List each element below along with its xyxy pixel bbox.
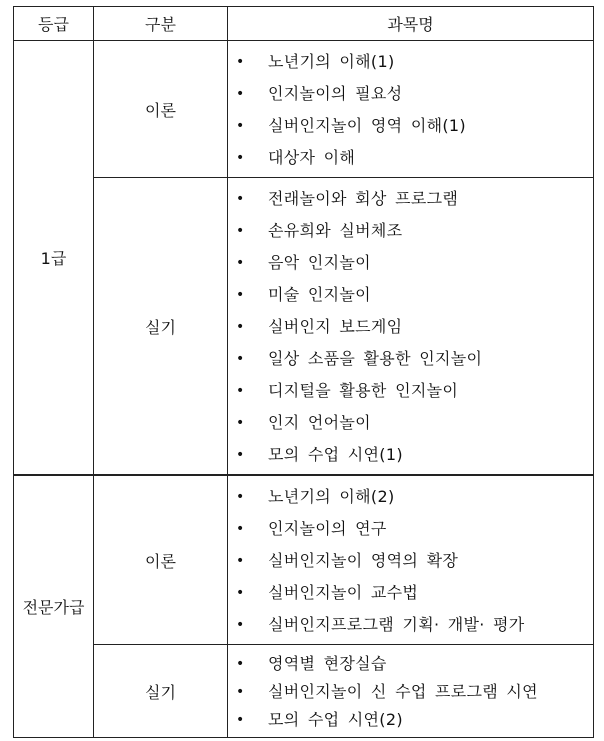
table-row (14, 178, 594, 476)
subjects-cell (228, 475, 594, 645)
category-cell: 이론 (94, 41, 228, 178)
list-item: • 실버인지 보드게임 (228, 311, 593, 343)
list-item: • 실버인지놀이 영역의 확장 (228, 545, 593, 577)
header-grade: 등급 (14, 7, 94, 41)
header-row (14, 7, 594, 41)
list-item: • 실버인지놀이 신 수업 프로그램 시연 (228, 678, 593, 706)
list-item: • 모의 수업 시연(1) (228, 439, 593, 471)
list-item: • 전래놀이와 회상 프로그램 (228, 183, 593, 215)
grade-cell-1: 1급 (14, 41, 94, 476)
list-item: • 디지털을 활용한 인지놀이 (228, 375, 593, 407)
list-item: • 실버인지놀이 교수법 (228, 577, 593, 609)
subject-list (228, 476, 593, 644)
table-row (14, 645, 594, 738)
category-cell: 실기 (94, 645, 228, 738)
list-item: • 대상자 이해 (228, 142, 593, 174)
list-item: • 노년기의 이해(2) (228, 481, 593, 513)
subjects-cell (228, 178, 594, 476)
subjects-cell (228, 645, 594, 738)
subjects-cell (228, 41, 594, 178)
list-item: • 실버인지놀이 영역 이해(1) (228, 110, 593, 142)
subject-list (228, 41, 593, 177)
subject-list (228, 178, 593, 474)
header-category: 구분 (94, 7, 228, 41)
list-item: • 손유희와 실버체조 (228, 215, 593, 247)
list-item: • 인지놀이의 연구 (228, 513, 593, 545)
table-row (14, 475, 594, 645)
header-subjects: 과목명 (228, 7, 594, 41)
list-item: • 노년기의 이해(1) (228, 46, 593, 78)
course-table (13, 6, 594, 738)
list-item: • 영역별 현장실습 (228, 650, 593, 678)
subject-list (228, 645, 593, 737)
list-item: • 인지놀이의 필요성 (228, 78, 593, 110)
grade-cell-expert: 전문가급 (14, 475, 94, 738)
list-item: • 모의 수업 시연(2) (228, 706, 593, 734)
list-item: • 음악 인지놀이 (228, 247, 593, 279)
list-item: • 인지 언어놀이 (228, 407, 593, 439)
list-item: • 실버인지프로그램 기획· 개발· 평가 (228, 609, 593, 641)
list-item: • 일상 소품을 활용한 인지놀이 (228, 343, 593, 375)
category-cell: 이론 (94, 475, 228, 645)
category-cell: 실기 (94, 178, 228, 476)
table-row (14, 41, 594, 178)
list-item: • 미술 인지놀이 (228, 279, 593, 311)
